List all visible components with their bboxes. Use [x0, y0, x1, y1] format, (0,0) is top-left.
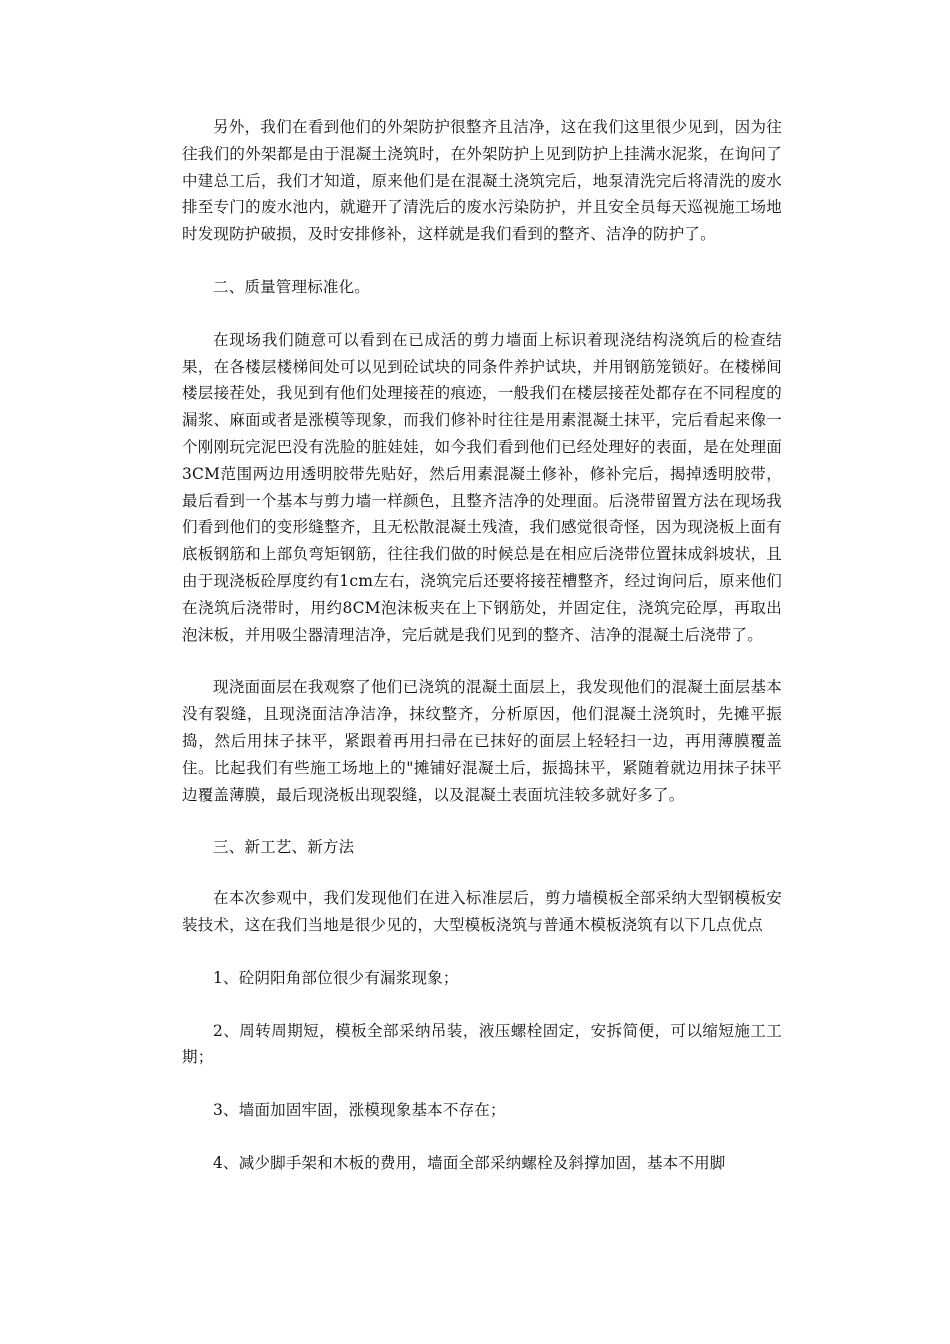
- section-heading-quality: 二、质量管理标准化。: [213, 277, 371, 296]
- paragraph-outer-scaffold: 另外，我们在看到他们的外架防护很整齐且洁净，这在我们这里很少见到，因为往往我们的外架都是由于混凝土浇筑时，在外架防护上见到防护上挂满水泥浆，在询问了中建总工后，我们才知道，原来他们是在混凝土浇筑完后，地泵清洗完后将清洗的废水排至专门的废水池内，就避开了清洗后的废水污染防护，并且安全员每天巡视施工场地时发现防护破损，及时安排修补，这样就是我们看到的整齐、洁净的防护了。: [182, 118, 782, 244]
- list-item-2: 2、周转周期短，模板全部采纳吊装，液压螺栓固定，安拆简便，可以缩短施工工期；: [182, 1021, 782, 1067]
- list-item-1: 1、砼阴阳角部位很少有漏浆现象；: [213, 968, 459, 987]
- document-body: [182, 114, 782, 1177]
- paragraph-formwork-intro: 在本次参观中，我们发现他们在进入标准层后，剪力墙模板全部采纳大型钢模板安装技术，这在我们当地是很少见的，大型模板浇筑与普通木模板浇筑有以下几点优点: [182, 889, 782, 934]
- paragraph-quality-details: 在现场我们随意可以看到在已成活的剪力墙面上标识着现浇结构浇筑后的检查结果，在各楼层楼梯间处可以见到砼试块的同条件养护试块，并用钢筋笼锁好。在楼梯间楼层接茬处，我见到有他们处理接茬的痕迹，一般我们在楼层接茬处都存在不同程度的漏浆、麻面或者是涨模等现象，而我们修补时往往是用素混凝土抹平，完后看起来像一个刚刚玩完泥巴没有洗脸的脏娃娃，如今我们看到他们已经处理好的表面，是在处理面3CM范围两边用透明胶带先贴好，然后用素混凝土修补，修补完后，揭掉透明胶带，最后看到一个基本与剪力墙一样颜色，且整齐洁净的处理面。后浇带留置方法在现场我们看到他们的变形缝整齐，且无松散混凝土残渣，我们感觉很奇怪，因为现浇板上面有底板钢筋和上部负弯矩钢筋，往往我们做的时候总是在相应后浇带位置抹成斜坡状，且由于现浇板砼厚度约有1cm左右，浇筑完后还要将接茬槽整齐，经过询问后，原来他们在浇筑后浇带时，用约8CM泡沫板夹在上下钢筋处，并固定住，浇筑完砼厚，再取出泡沫板，并用吸尘器清理洁净，完后就是我们见到的整齐、洁净的混凝土后浇带了。: [182, 330, 782, 644]
- section-heading-new-methods: 三、新工艺、新方法: [213, 838, 355, 857]
- paragraph-surface-layer: 现浇面面层在我观察了他们已浇筑的混凝土面层上，我发现他们的混凝土面层基本没有裂缝，且现浇面洁净洁净，抹纹整齐，分析原因，他们混凝土浇筑时，先摊平振捣，然后用抹子抹平，紧跟着再用扫帚在已抹好的面层上轻轻扫一边，再用薄膜覆盖住。比起我们有些施工场地上的"摊铺好混凝土后，振捣抹平，紧随着就边用抹子抹平边覆盖薄膜，最后现浇板出现裂缝，以及混凝土表面坑洼较多就好多了。: [182, 678, 782, 804]
- list-item-3: 3、墙面加固牢固，涨模现象基本不存在；: [213, 1101, 506, 1120]
- list-item-4: 4、减少脚手架和木板的费用，墙面全部采纳螺栓及斜撑加固，基本不用脚: [213, 1153, 726, 1172]
